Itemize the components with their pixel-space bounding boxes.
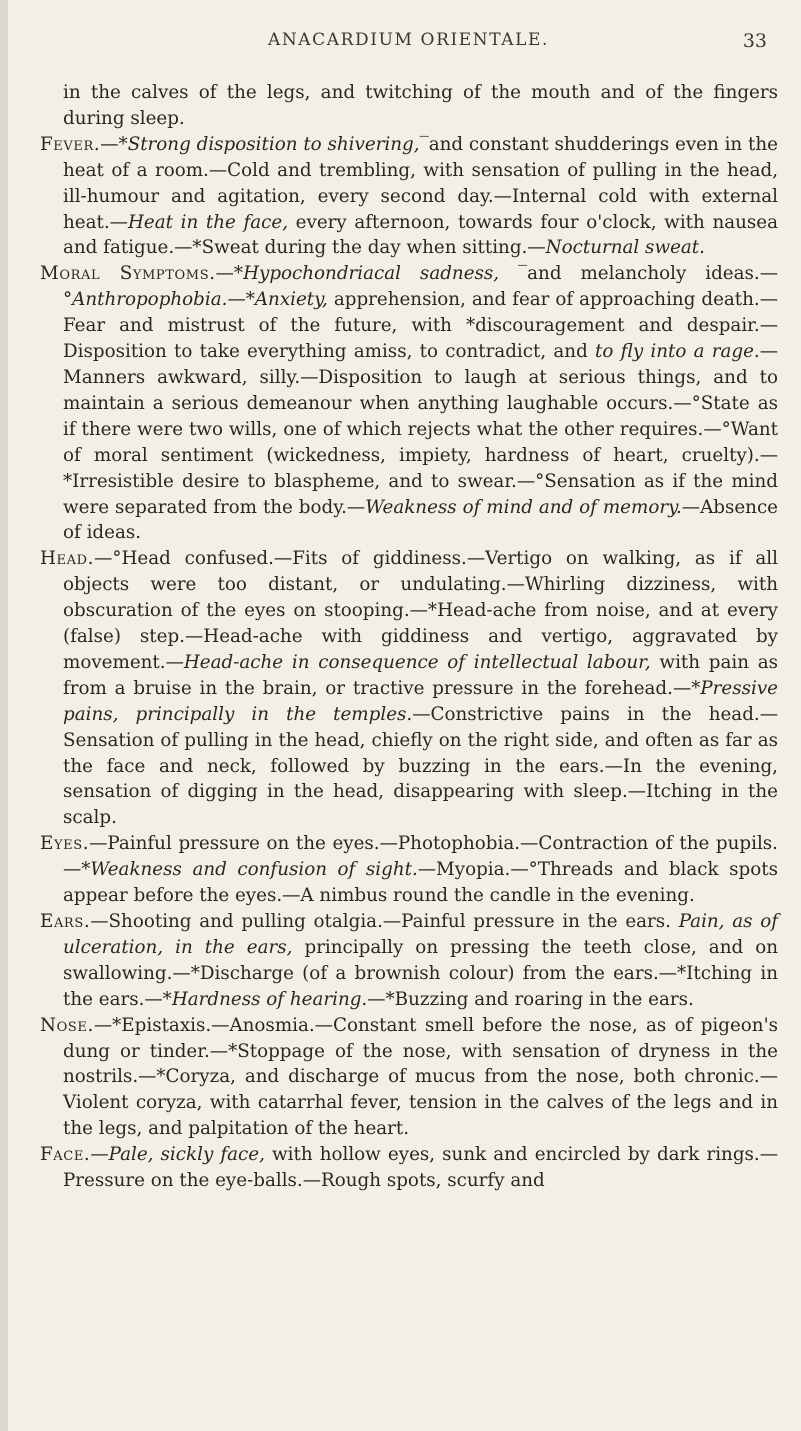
section-heading: Moral Symptoms. (40, 263, 216, 285)
running-title: ANACARDIUM ORIENTALE. (267, 30, 550, 50)
body-text: with pain as from a bruise in the brain, or tractive pressure in the forehead.—* (63, 651, 778, 699)
body-text: —* (215, 263, 244, 285)
body-text: apprehension, and fear of approaching death.—Fear and mistrust of the future, with *discouragement and despair.—Disposition to take everything amiss, to contradict, and (63, 289, 778, 363)
page-body (40, 80, 778, 1194)
body-text: ‾and constant shudderings even in the heat of a room.—Cold and trembling, with sensation of pulling in the head, ill-humour and agitation, every second day.—Internal cold with external heat.— (63, 133, 779, 233)
italic-text: Heat in the face, (127, 211, 289, 233)
italic-text: Pale, sickly face, (108, 1144, 265, 1166)
body-text: ‾and melancholy ideas.—° (63, 263, 778, 311)
section-continuation (40, 80, 778, 132)
page-number: 33 (742, 30, 767, 52)
body-text: —Myopia.—°Threads and black spots appear before the eyes.—A nimbus round the candle in the evening. (63, 859, 778, 907)
body-text: —Shooting and pulling otalgia.—Painful pressure in the ears. (90, 911, 679, 932)
body-text: —Absence of ideas. (63, 496, 778, 544)
body-text: with hollow eyes, sunk and encircled by dark rings.—Pressure on the eye-balls.—Rough spots, scurfy and (63, 1144, 779, 1192)
italic-text: Pressive pains, principally in the temples. (63, 677, 778, 725)
body-text: —Constrictive pains in the head.—Sensation of pulling in the head, chiefly on the right side, and often as far as the face and neck, followed by buzzing in the ears.—In the evening, sensation of digging in the head, disappearing with sleep.—Itching in the scalp. (63, 703, 778, 829)
body-text: —* (227, 289, 255, 311)
body-text: —*Epistaxis.—Anosmia.—Constant smell before the nose, as of pigeon's dung or tinder.—*Stoppage of the nose, with sensation of dryness in the nostrils.—*Coryza, and discharge of mucus from the nose, both chronic.—Violent coryza, with catarrhal fever, tension in the calves of the legs and in the legs, and palpitation of the heart. (63, 1014, 778, 1140)
section-head (40, 546, 778, 831)
italic-text: Hardness of hearing. (171, 988, 368, 1010)
italic-text: Anxiety, (254, 289, 328, 311)
section-heading: Ears. (40, 911, 91, 932)
italic-text: Strong disposition to shivering, (127, 133, 420, 155)
body-text: —Painful pressure on the eyes.—Photophobia.—Contraction of the pupils.—* (63, 833, 778, 881)
italic-text: Nocturnal sweat. (545, 237, 705, 259)
body-text: principally on pressing the teeth close, and on swallowing.—*Discharge (of a brownish colour) from the ears.—*Itching in the ears.—* (63, 936, 778, 1010)
body-text: in the calves of the legs, and twitching of the mouth and of the fingers during sleep. (63, 82, 778, 129)
body-text: —*Buzzing and roaring in the ears. (367, 988, 694, 1010)
body-text: — (90, 1144, 109, 1166)
body-text: every afternoon, towards four o'clock, with nausea and fatigue.—*Sweat during the day when sitting.— (63, 211, 778, 259)
section-heading: Head. (40, 548, 95, 570)
italic-text: Anthropophobia. (72, 289, 228, 311)
italic-text: Weakness of mind and of memory. (365, 496, 682, 518)
section-fever (40, 132, 778, 262)
body-text: —Manners awkward, silly.—Disposition to laugh at serious things, and to maintain a serious demeanour when anything laughable occurs.—°State as if there were two wills, one of which rejects what the other requires.—°Want of moral sentiment (wickedness, impiety, hardness of heart, cruelty).—*Irresistible desire to blaspheme, and to swear.—°Sensation as if the mind were separated from the body.— (63, 341, 778, 518)
section-heading: Nose. (40, 1014, 94, 1036)
body-text: —°Head confused.—Fits of giddiness.—Vertigo on walking, as if all objects were too distant, or undulating.—Whirling dizziness, with obscuration of the eyes on stooping.—*Head-ache from noise, and at every (false) step.—Head-ache with giddiness and vertigo, aggravated by movement.— (63, 548, 778, 673)
italic-text: Weakness and confusion of sight. (90, 859, 418, 881)
section-nose (40, 1013, 778, 1143)
section-heading: Fever. (40, 133, 101, 155)
section-face (40, 1142, 778, 1194)
body-text: —* (100, 133, 128, 155)
italic-text: Hypochondriacal sadness, (243, 263, 500, 285)
section-heading: Face. (40, 1144, 91, 1166)
italic-text: to fly into a rage. (595, 341, 760, 363)
running-head (8, 30, 801, 54)
italic-text: Pain, as of ulceration, in the ears, (63, 911, 778, 958)
section-moral-symptoms (40, 261, 778, 546)
section-heading: Eyes. (40, 833, 90, 855)
section-eyes (40, 831, 778, 909)
italic-text: Head-ache in consequence of intellectual labour, (183, 651, 651, 673)
section-ears (40, 909, 778, 1013)
